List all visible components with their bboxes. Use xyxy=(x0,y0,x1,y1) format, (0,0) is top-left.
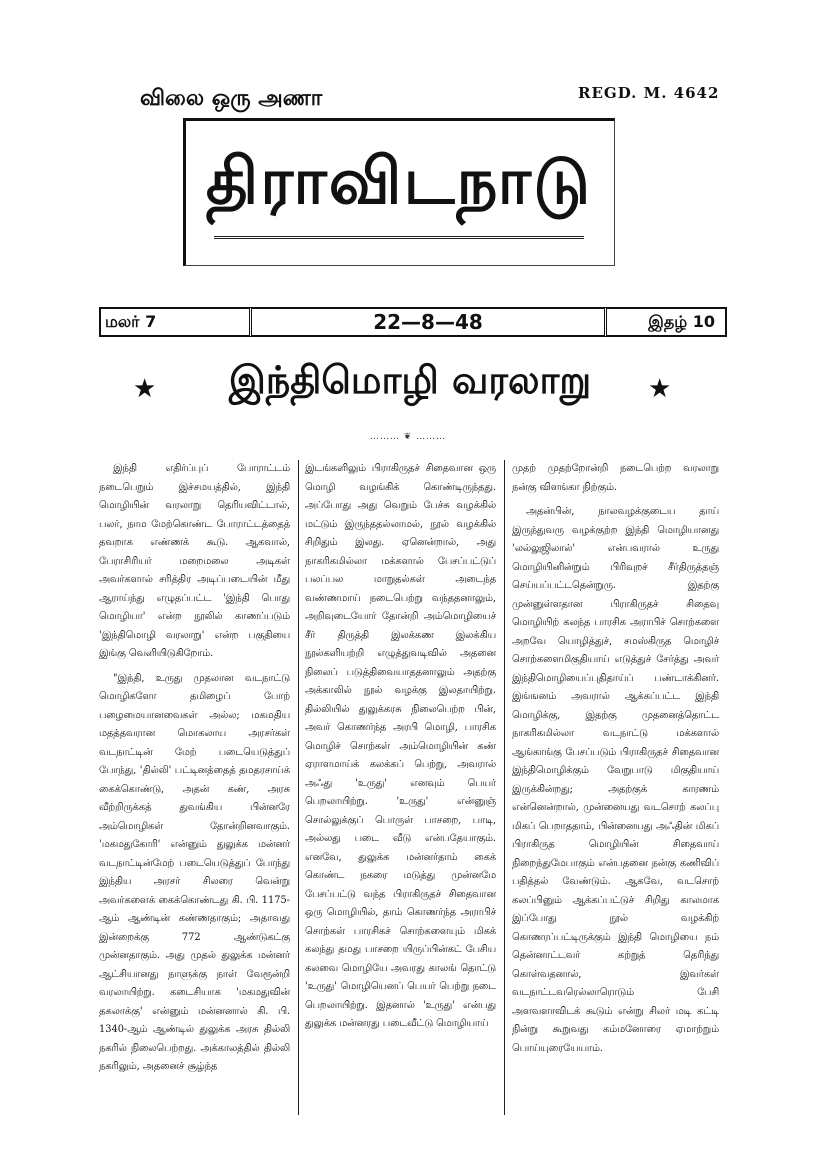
star-icon: ★ xyxy=(648,374,672,404)
article-headline: இந்திமொழி வரலாறு xyxy=(228,358,592,402)
volume-label: மலர் 7 xyxy=(99,307,249,337)
article-column-1 xyxy=(99,460,290,1160)
article-column-2 xyxy=(305,460,496,1160)
column-paragraph: "இந்தி, உருது முதலான வடநாட்டு மொழிகளோ தமிழைப் போற் பழைமையானவைகள் அல்ல; மகமதிய மதத்தவரான மொகலாய அரசர்கள் வடநாட்டின் மேற் படையெடுத்துப் போந்து, 'தில்லி' பட்டினத்தைத் தமதரசாய்க் கைக்கொண்டு, அதன் கண், அரசு வீற்றிருக்கத் துவங்கிய பின்னரே அம்மொழிகள் தோன்றினவாகும். 'மகமதுகோரி' என்னும் துலுக்க மன்னர் வடநாட்டின்மேற் படையெடுத்துப் போந்து இந்திய அரசர் சிலரை வென்று அவர்களைக் கைக்கொண்டது கி. பி. 1175-ஆம் ஆண்டின் கண்ணதாகும்; அதாவது இன்றைக்கு 772 ஆண்டுகட்கு முன்னதாகும். அது முதல் துலுக்க மன்னர் ஆட்சியானது நாளுக்கு நாள் வேரூன்றி வரலாயிற்று. கடைசியாக 'மகமதுவின் தகலாக்கு' என்னும் மன்னனால் கி. பி. 1340-ஆம் ஆண்டில் துலுக்க அரசு தில்லி நகரில் நிலைபெற்றது. அக்காலத்தில் தில்லி நகரிலும், அதனைச் சூழ்ந்த xyxy=(99,672,290,1072)
dateline-bar xyxy=(99,307,727,337)
issue-number: இதழ் 10 xyxy=(607,307,727,337)
ornament-divider: ……… ❦ ……… xyxy=(369,432,447,442)
column-paragraph: அதன்பின், நாலவழக்குடைய தாய் இருந்துவரு வழக்குற்ற இந்தி மொழியானது 'லல்லுஜிலால்' என்பவரால் உருது மொழியினின்றும் பிரிவுறச் சீர்திருத்தஞ் செய்யப்பட்டதென்றுரு. இதற்கு முன்னுள்ளதான பிராகிருதச் சிதைவு மொழியிற் கலந்த பாரசிக அராபிச் சொற்களை அறவே யொழித்துச், சமஸ்கிருத மொழிச் சொற்களைமிகுதியாய் எடுத்துச் சேர்த்து அவர் இந்திமொழியைப்புதிதாய்ப் பண்டாக்கினர். இங்ஙனம் அவரால் ஆக்கப்பட்ட இந்தி மொழிக்கு, இதற்கு முதனைத்தொட்ட நாகரிகமில்லா வடநாட்டு மக்களால் ஆங்காங்கு பேசப்படும் பிராகிருதச் சிதைவான இந்திமொழிக்கும் வேறுபாடு மிகுதியாய் இருக்கின்றது; அதற்குக் காரணம் என்னென்றால், முன்னையது வடசொற் கலப்பு மிகப் பெறாததாம், பின்னையது அஃதின் மிகப் பிராகிருத மொழியின் சிதைவாய் நிறைந்துமேபாகும் என்பதனை நன்கு கணிவிப் பதித்தல் வேண்டும். ஆகவே, வடசொற் கலப்பினும் ஆக்கப்பட்டுச் சிறிது காலமாக இப்போது நூல் வழக்கிற் கொணரப்பட்டிருக்கும் இந்தி மொழியை நம் தென்னாட்டவர் கற்றுத் தெரிந்து கொள்வதனால், இவர்கள் வடநாட்டவரெல்லாரொடும் பேசி அளவளாவிடக் கூடும் என்று சிலர் மடி கட்டி நின்று கூறுவது கம்மனோரை ஏமாற்றும் பொய்யுரையேயாம். xyxy=(512,506,719,1054)
registration-number: REGD. M. 4642 xyxy=(578,84,720,102)
column-divider xyxy=(504,460,505,1115)
column-paragraph: இந்தி எதிர்ப்புப் போராட்டம் நடைபெறும் இச்சமயத்தில், இந்தி மொழியின் வரலாறு தெரியவிட்டால், பலர், நாம மேற்கொண்ட போராட்டத்தைத் தவறாக எண்ணக் கூடு. ஆகவால், பேராசிரியர் மறைமலை அடிகள் அவர்களால் சரித்திர அடிப்படையின் மீது ஆராய்ந்து எழுதப்பட்ட 'இந்தி பொது மொழியா' என்ற நூலில் காணப்படும் 'இந்திமொழி வரலாறு' என்ற பகுதியை இங்கு வெளியிடுகிறோம். xyxy=(99,463,290,659)
masthead-underline xyxy=(214,236,584,247)
star-icon: ★ xyxy=(133,374,157,404)
masthead-title: திராவிடநாடு xyxy=(205,145,593,219)
column-divider xyxy=(298,460,299,1115)
price-label: விலை ஒரு அணா xyxy=(140,86,323,111)
column-paragraph: முதற் முதற்றோன்றி நடைபெற்ற வரலாறு நன்கு விளங்கா நிற்கும். xyxy=(512,463,719,493)
column-paragraph: இடங்களிலும் பிராகிருதச் சிதைவான ஒரு மொழி வழங்கிக் கொண்டிருந்தது. அப்போது அது வெறும் பேச்சு வழக்கில் மட்டும் இருந்ததல்லாமல், நூல் வழக்கில் சிறிதும் இலது. ஏனென்றால், அது நாகரிகமில்லா மக்களால் பேசப்பட்டுப் பலப்பல மாறுதல்கள் அடைந்த வண்ணமாய் நடைபெற்று வந்ததனாலும், அறிவுடையோர் தோன்றி அம்மொழியைச் சீர் திருத்தி இலக்கண இலக்கிய நூல்களியற்றி எழுத்துவடிவில் அதனை நிலைப் படுத்திவையாததனாலும் அதற்கு அக்காலில் நூல் வழக்கு இலதாயிற்று. தில்லியில் துலுக்கரசு நிலைபெற்ற பின், அவர் கொணர்ந்த அரபி மொழி, பாரசிக மொழிச் சொற்கள் அம்மொழியின் கண் ஏராளமாய்க் கலக்கப் பெற்று, அவரால் அஃது 'உருது' எனவும் பெயர் பெறலாயிற்று. 'உருது' என்னுஞ் சொல்லுக்குப் பொருள் பாசறை, பாடி, அல்லது படை வீடு என்பதேயாகும். எனவே, துலுக்க மன்னர்தாம் கைக் கொண்ட நகரை மடுத்து முன்னமே பேசப்பட்டு வந்த பிராகிருதச் சிதைவான ஒரு மொழியில், தாம் கொணர்ந்த அராபிச் சொற்கள் பாரசிகச் சொற்களையும் மிகக் கலந்து தமது பாசறை யிருப்பின்கட் பேசிய கலவை மொழியே அவரது காலங் தொட்டு 'உருது' மொழியெனப் பெயர் பெற்று நடை பெறலாயிற்று. இதனால் 'உருது' என்பது துலுக்க மன்னரது படைவீட்டு மொழியாய் xyxy=(305,463,496,1029)
article-column-3 xyxy=(512,460,719,1160)
issue-date: 22—8—48 xyxy=(249,307,607,337)
